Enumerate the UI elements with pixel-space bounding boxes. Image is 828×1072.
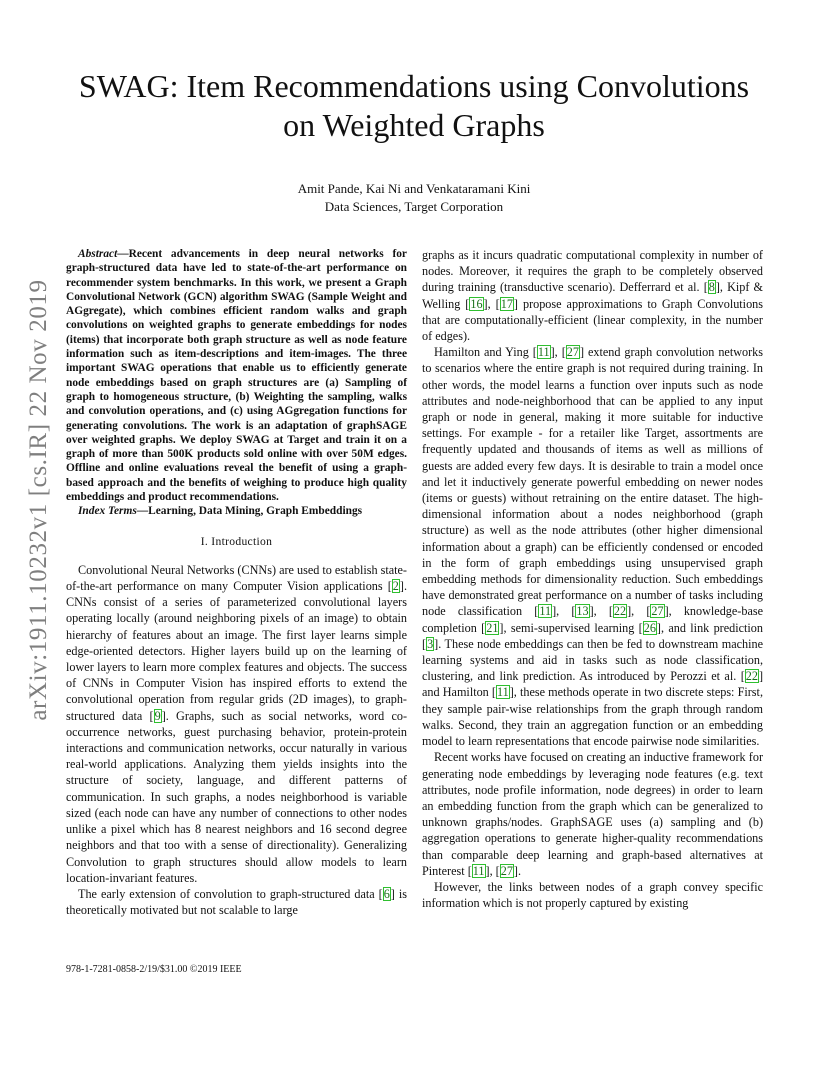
paragraph: However, the links between nodes of a graph convey specific information which is not properly captured by existing [422,879,763,911]
index-terms [66,504,407,518]
index-terms-text: —Learning, Data Mining, Graph Embeddings [136,505,363,518]
citation-link[interactable]: 21 [486,620,499,635]
paragraph: Convolutional Neural Networks (CNNs) are used to establish state-of-the-art performance on many Computer Vision applications [2]. CNNs consist of a series of parameterized convolutional layers operating locally (around neighboring pixels of an image) to obtain hierarchy of features about an image. The first layer learns simple edge-oriented detectors. Higher layers build up on the learning of lower layers to learn more complex features and objects. The success of CNNs in Computer Vision has inspired efforts to extend the convolutional operation from regular grids (2D images), to graph-structured data [9]. Graphs, such as social networks, word co-occurrence networks, guest purchasing behavior, protein-protein interactions and communication networks, occur naturally in various real-world applications. Analyzing them yields insights into the structure of society, language, and different patterns of communication. In such graphs, a nodes neighborhood is variable sized (each node can have any number of connections to other nodes unlike a pixel which has 8 nearest neighbors and 16 second degree neighbors and that too with a sense of directionality). Generalizing Convolution to graph structures should allow models to learn location-invariant features. [66,562,408,885]
citation-link[interactable]: 3 [427,636,434,651]
citation-link[interactable]: 9 [154,708,161,723]
citation-link[interactable]: 17 [500,296,513,311]
abstract [66,247,407,504]
citation-link[interactable]: 11 [496,685,509,700]
citation-link[interactable]: 27 [500,863,513,878]
arxiv-stamp [22,279,56,721]
section-heading: I. Introduction [200,534,273,548]
citation-link[interactable]: 11 [537,345,550,360]
citation-link[interactable]: 11 [539,604,552,619]
citation-link[interactable]: 2 [392,579,399,594]
index-terms-label: Index Terms [78,505,137,518]
paragraph: graphs as it incurs quadratic computational complexity in number of nodes. Moreover, it requires the graph to be completely observed during training (transductive scenario). Defferrard et al. [8], Kipf & Welling [16], [17] propose approximations to Graph Convolutions that are computationally-efficient (linear complexity, in the number of edges). [422,248,763,344]
citation-link[interactable]: 16 [470,296,483,311]
left-column [66,247,407,918]
author-block [60,180,768,216]
citation-link[interactable]: 22 [745,669,758,684]
right-column [422,247,763,911]
copyright-footer: 978-1-7281-0858-2/19/$31.00 ©2019 IEEE [66,964,242,975]
paper-title: SWAG: Item Recommendations using Convolutions on Weighted Graphs [78,68,750,143]
citation-link[interactable]: 27 [651,604,664,619]
author-names: Amit Pande, Kai Ni and Venkataramani Kini [297,181,531,196]
paragraph: Recent works have focused on creating an inductive framework for generating node embeddings by leveraging node features (e.g. text attributes, node profile information, node degrees) in order to learn an embedding function from the graph which can be generalized to unknown graphs/nodes. GraphSAGE uses (a) sampling and (b) aggregation operations to generate higher-quality recommendations than comparable deep learning and graph-based alternatives at Pinterest [11], [27]. [422,750,763,878]
paragraph: Hamilton and Ying [11], [27] extend graph convolution networks to scenarios where the entire graph is not required during training. In other words, the model learns a function over inputs such as node attributes and node-neighborhood that can be applied to any input graph or node in general, making it more suitable for inductive settings. For example - for a retailer like Target, assortments are frequently updated and thousands of items as well as millions of guests are added every few days. It is desirable to train a model once and let it inductively generate powerful embedding on newer nodes (items or guests) without retraining on the entire dataset. The high-dimensional information about a nodes neighborhood (graph structure) as well as the node attributes (other higher dimensional information about a graph) can be efficiently condensed or encoded in the form of graph embeddings using unsupervised graph embedding methods for dimensionality reduction. Such embeddings have demonstrated great performance on a number of tasks including node classification [11], [13], [22], [27], knowledge-base completion [21], semi-supervised learning [26], and link prediction [3]. These node embeddings can then be fed to downstream machine learning systems and aid in tasks such as node classification, clustering, and link prediction. As introduced by Perozzi et al. [22] and Hamilton [11], these methods operate in two discrete steps: First, they sample pair-wise relationships from the graph through random walks. Second, they train an aggregation function or an embedding model to learn representations that encode pairwise node similarities. [422,345,764,749]
citation-link[interactable]: 6 [383,886,390,901]
citation-link[interactable]: 26 [643,620,656,635]
arxiv-stamp-text: arXiv:1911.10232v1 [cs.IR] 22 Nov 2019 [25,279,52,721]
citation-link[interactable]: 22 [613,604,627,619]
citation-link[interactable]: 8 [708,280,715,295]
affiliation: Data Sciences, Target Corporation [324,199,504,214]
citation-link[interactable]: 27 [566,345,579,360]
citation-link[interactable]: 13 [576,604,589,619]
abstract-text: —Recent advancements in deep neural networks for graph-structured data have led to state-of-the-art performance on recommender system benchmarks. In this work, we present a Graph Convolutional Network (GCN) algorithm SWAG (Sample Weight and AGgregate), which combines efficient random walks and graph convolutions on weighted graphs to generate embeddings for nodes (items) that incorporate both graph structure as well as node feature information such as item-descriptions and item-images. The three important SWAG operations that enable us to efficiently generate node embeddings based on graph structures are (a) Sampling of graph to homogeneous structure, (b) Weighting the sampling, walks and convolution operations, and (c) using AGgregation functions for generating convolutions. The work is an adaptation of graphSAGE over weighted graphs. We deploy SWAG at Target and train it on a graph of more than 500K products sold online with over 50M edges. Offline and online evaluations reveal the benefit of using a graph-based approach and the benefits of weighing to produce high quality embeddings and product recommendations. [66,248,407,504]
abstract-label: Abstract [78,248,118,260]
paragraph: The early extension of convolution to graph-structured data [6] is theoretically motivated but not scalable to large [66,886,407,918]
citation-link[interactable]: 11 [472,863,485,878]
